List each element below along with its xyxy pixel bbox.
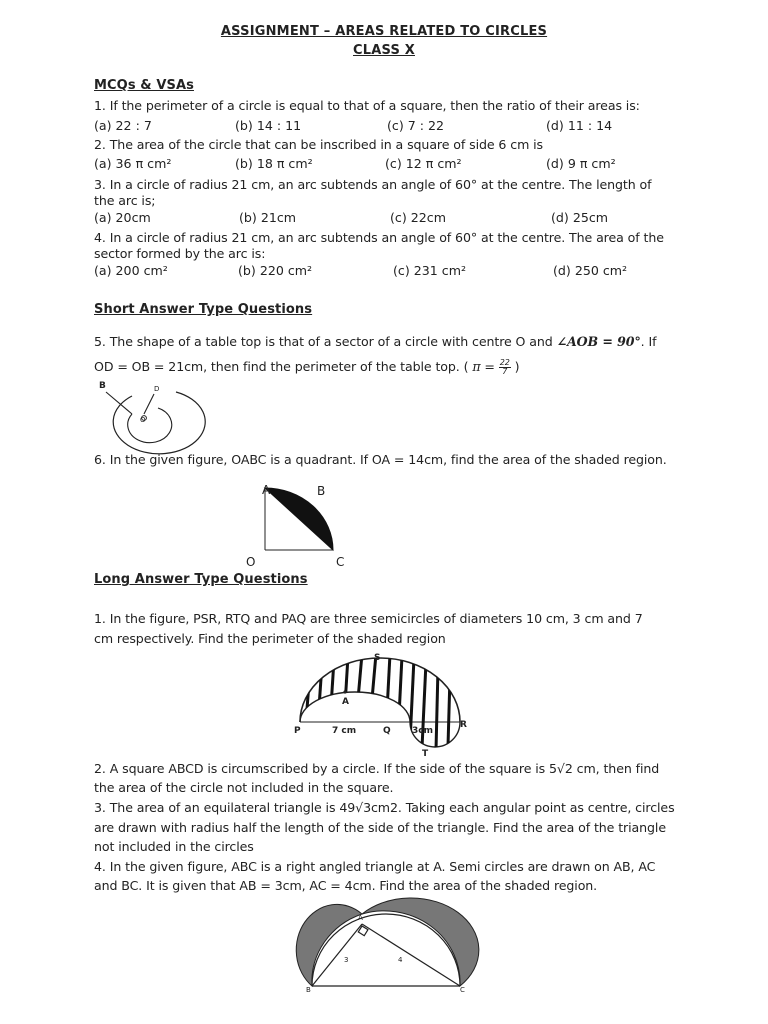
pi-symbol: π bbox=[472, 359, 481, 374]
label-r: R bbox=[460, 720, 467, 730]
short-q5-line2 bbox=[94, 358, 519, 376]
label-3cm: 3cm bbox=[412, 726, 433, 736]
label-a: A bbox=[342, 697, 349, 707]
label-c: C bbox=[460, 986, 465, 994]
short-q5-line1 bbox=[94, 334, 656, 349]
mcq-q4-option-c: (c) 231 cm² bbox=[393, 263, 467, 278]
short-answer-heading: Short Answer Type Questions bbox=[94, 302, 313, 317]
mcq-q2-text: 2. The area of the circle that can be inscribed in a square of side 6 cm is bbox=[94, 137, 544, 152]
mcq-q2-option-b: (b) 18 π cm² bbox=[235, 156, 313, 171]
inner-arc bbox=[128, 408, 172, 443]
label-s: S bbox=[374, 653, 381, 663]
long-q4-line1: 4. In the given figure, ABC is a right angled triangle at A. Semi circles are drawn on AB, AC bbox=[94, 859, 656, 874]
long-q3-line2: are drawn with radius half the length of the side of the triangle. Find the area of the triangle bbox=[94, 820, 666, 835]
short-q6-text: 6. In the given figure, OABC is a quadrant. If OA = 14cm, find the area of the shaded region. bbox=[94, 452, 667, 467]
pi-fraction-denominator: 7 bbox=[502, 367, 508, 376]
mcq-q1-option-a: (a) 22 : 7 bbox=[94, 118, 152, 133]
label-ac-length: 4 bbox=[398, 956, 403, 964]
mcq-q1-option-b: (b) 14 : 11 bbox=[235, 118, 302, 133]
mcq-q2-option-a: (a) 36 π cm² bbox=[94, 156, 172, 171]
pi-fraction bbox=[499, 359, 511, 376]
mcq-q3-option-b: (b) 21cm bbox=[239, 210, 297, 225]
class-label: CLASS X bbox=[353, 43, 415, 58]
mcq-q4-option-a: (a) 200 cm² bbox=[94, 263, 168, 278]
lune-ac bbox=[362, 898, 479, 986]
label-b: B bbox=[317, 484, 326, 498]
long-answer-heading: Long Answer Type Questions bbox=[94, 572, 308, 587]
mcq-q2-option-c: (c) 12 π cm² bbox=[385, 156, 462, 171]
mcq-q3-option-d: (d) 25cm bbox=[551, 210, 609, 225]
radius-ob bbox=[106, 392, 132, 414]
mcq-q3-line2: the arc is; bbox=[94, 193, 156, 208]
mcq-q1-option-d: (d) 11 : 14 bbox=[546, 118, 613, 133]
radius-od bbox=[144, 394, 154, 414]
short-q5-line2-text: OD = OB = 21cm, then find the perimeter of the table top. ( bbox=[94, 359, 473, 374]
mcq-q4-option-d: (d) 250 cm² bbox=[553, 263, 628, 278]
label-c: C bbox=[336, 555, 345, 569]
mcq-q3-line1: 3. In a circle of radius 21 cm, an arc subtends an angle of 60° at the centre. The length of bbox=[94, 177, 652, 192]
mcq-q4-option-b: (b) 220 cm² bbox=[238, 263, 313, 278]
short-q5-line1-end: . If bbox=[640, 334, 657, 349]
long-q2-line2: the area of the circle not included in the square. bbox=[94, 780, 394, 795]
semicircles-figure bbox=[290, 650, 490, 760]
angle-aob-expression: ∠AOB = 90° bbox=[556, 334, 641, 349]
label-p: P bbox=[294, 726, 301, 736]
long-q4-line2: and BC. It is given that AB = 3cm, AC = 4cm. Find the area of the shaded region. bbox=[94, 878, 598, 893]
label-b: B bbox=[99, 381, 106, 391]
mcq-q3-option-c: (c) 22cm bbox=[390, 210, 446, 225]
label-d: D bbox=[154, 385, 160, 393]
mcq-q4-line2: sector formed by the arc is: bbox=[94, 246, 266, 261]
assignment-title: ASSIGNMENT – AREAS RELATED TO CIRCLES bbox=[220, 24, 548, 39]
mcq-q4-line1: 4. In a circle of radius 21 cm, an arc subtends an angle of 60° at the centre. The area of the bbox=[94, 230, 664, 245]
long-q1-line2: cm respectively. Find the perimeter of the shaded region bbox=[94, 631, 446, 646]
label-o: O bbox=[246, 555, 256, 569]
semicircle-paq bbox=[300, 692, 410, 722]
table-top-figure bbox=[88, 378, 198, 458]
short-q5-line1-text: 5. The shape of a table top is that of a sector of a circle with centre O and bbox=[94, 334, 557, 349]
label-b: B bbox=[306, 986, 311, 994]
long-q1-line1: 1. In the figure, PSR, RTQ and PAQ are three semicircles of diameters 10 cm, 3 cm and 7 bbox=[94, 611, 643, 626]
right-triangle-lunes-figure bbox=[300, 910, 480, 996]
label-a: A bbox=[358, 914, 363, 922]
outer-arc bbox=[113, 392, 205, 454]
long-q3-line3: not included in the circles bbox=[94, 839, 254, 854]
label-7cm: 7 cm bbox=[332, 726, 357, 736]
label-q: Q bbox=[383, 726, 391, 736]
mcq-q1-option-c: (c) 7 : 22 bbox=[387, 118, 445, 133]
mcq-q1-text: 1. If the perimeter of a circle is equal to that of a square, then the ratio of their areas is: bbox=[94, 98, 640, 113]
mcq-q3-option-a: (a) 20cm bbox=[94, 210, 151, 225]
mcq-q2-option-d: (d) 9 π cm² bbox=[546, 156, 616, 171]
long-q3-line1: 3. The area of an equilateral triangle is 49√3cm2. Taking each angular point as centre, circles bbox=[94, 800, 675, 815]
quadrant-figure bbox=[240, 480, 360, 570]
long-q2-line1: 2. A square ABCD is circumscribed by a circle. If the side of the square is 5√2 cm, then find bbox=[94, 761, 660, 776]
short-q5-line2-end: ) bbox=[510, 359, 520, 374]
mcq-heading: MCQs & VSAs bbox=[94, 78, 194, 93]
pi-fraction-numerator: 22 bbox=[499, 358, 510, 367]
lune-ab bbox=[296, 904, 362, 986]
label-t: T bbox=[422, 749, 429, 759]
label-a: A bbox=[262, 483, 271, 497]
equals-sign: = bbox=[480, 359, 499, 374]
point-a bbox=[343, 690, 346, 693]
label-o: O bbox=[140, 416, 146, 424]
label-ab-length: 3 bbox=[344, 956, 349, 964]
